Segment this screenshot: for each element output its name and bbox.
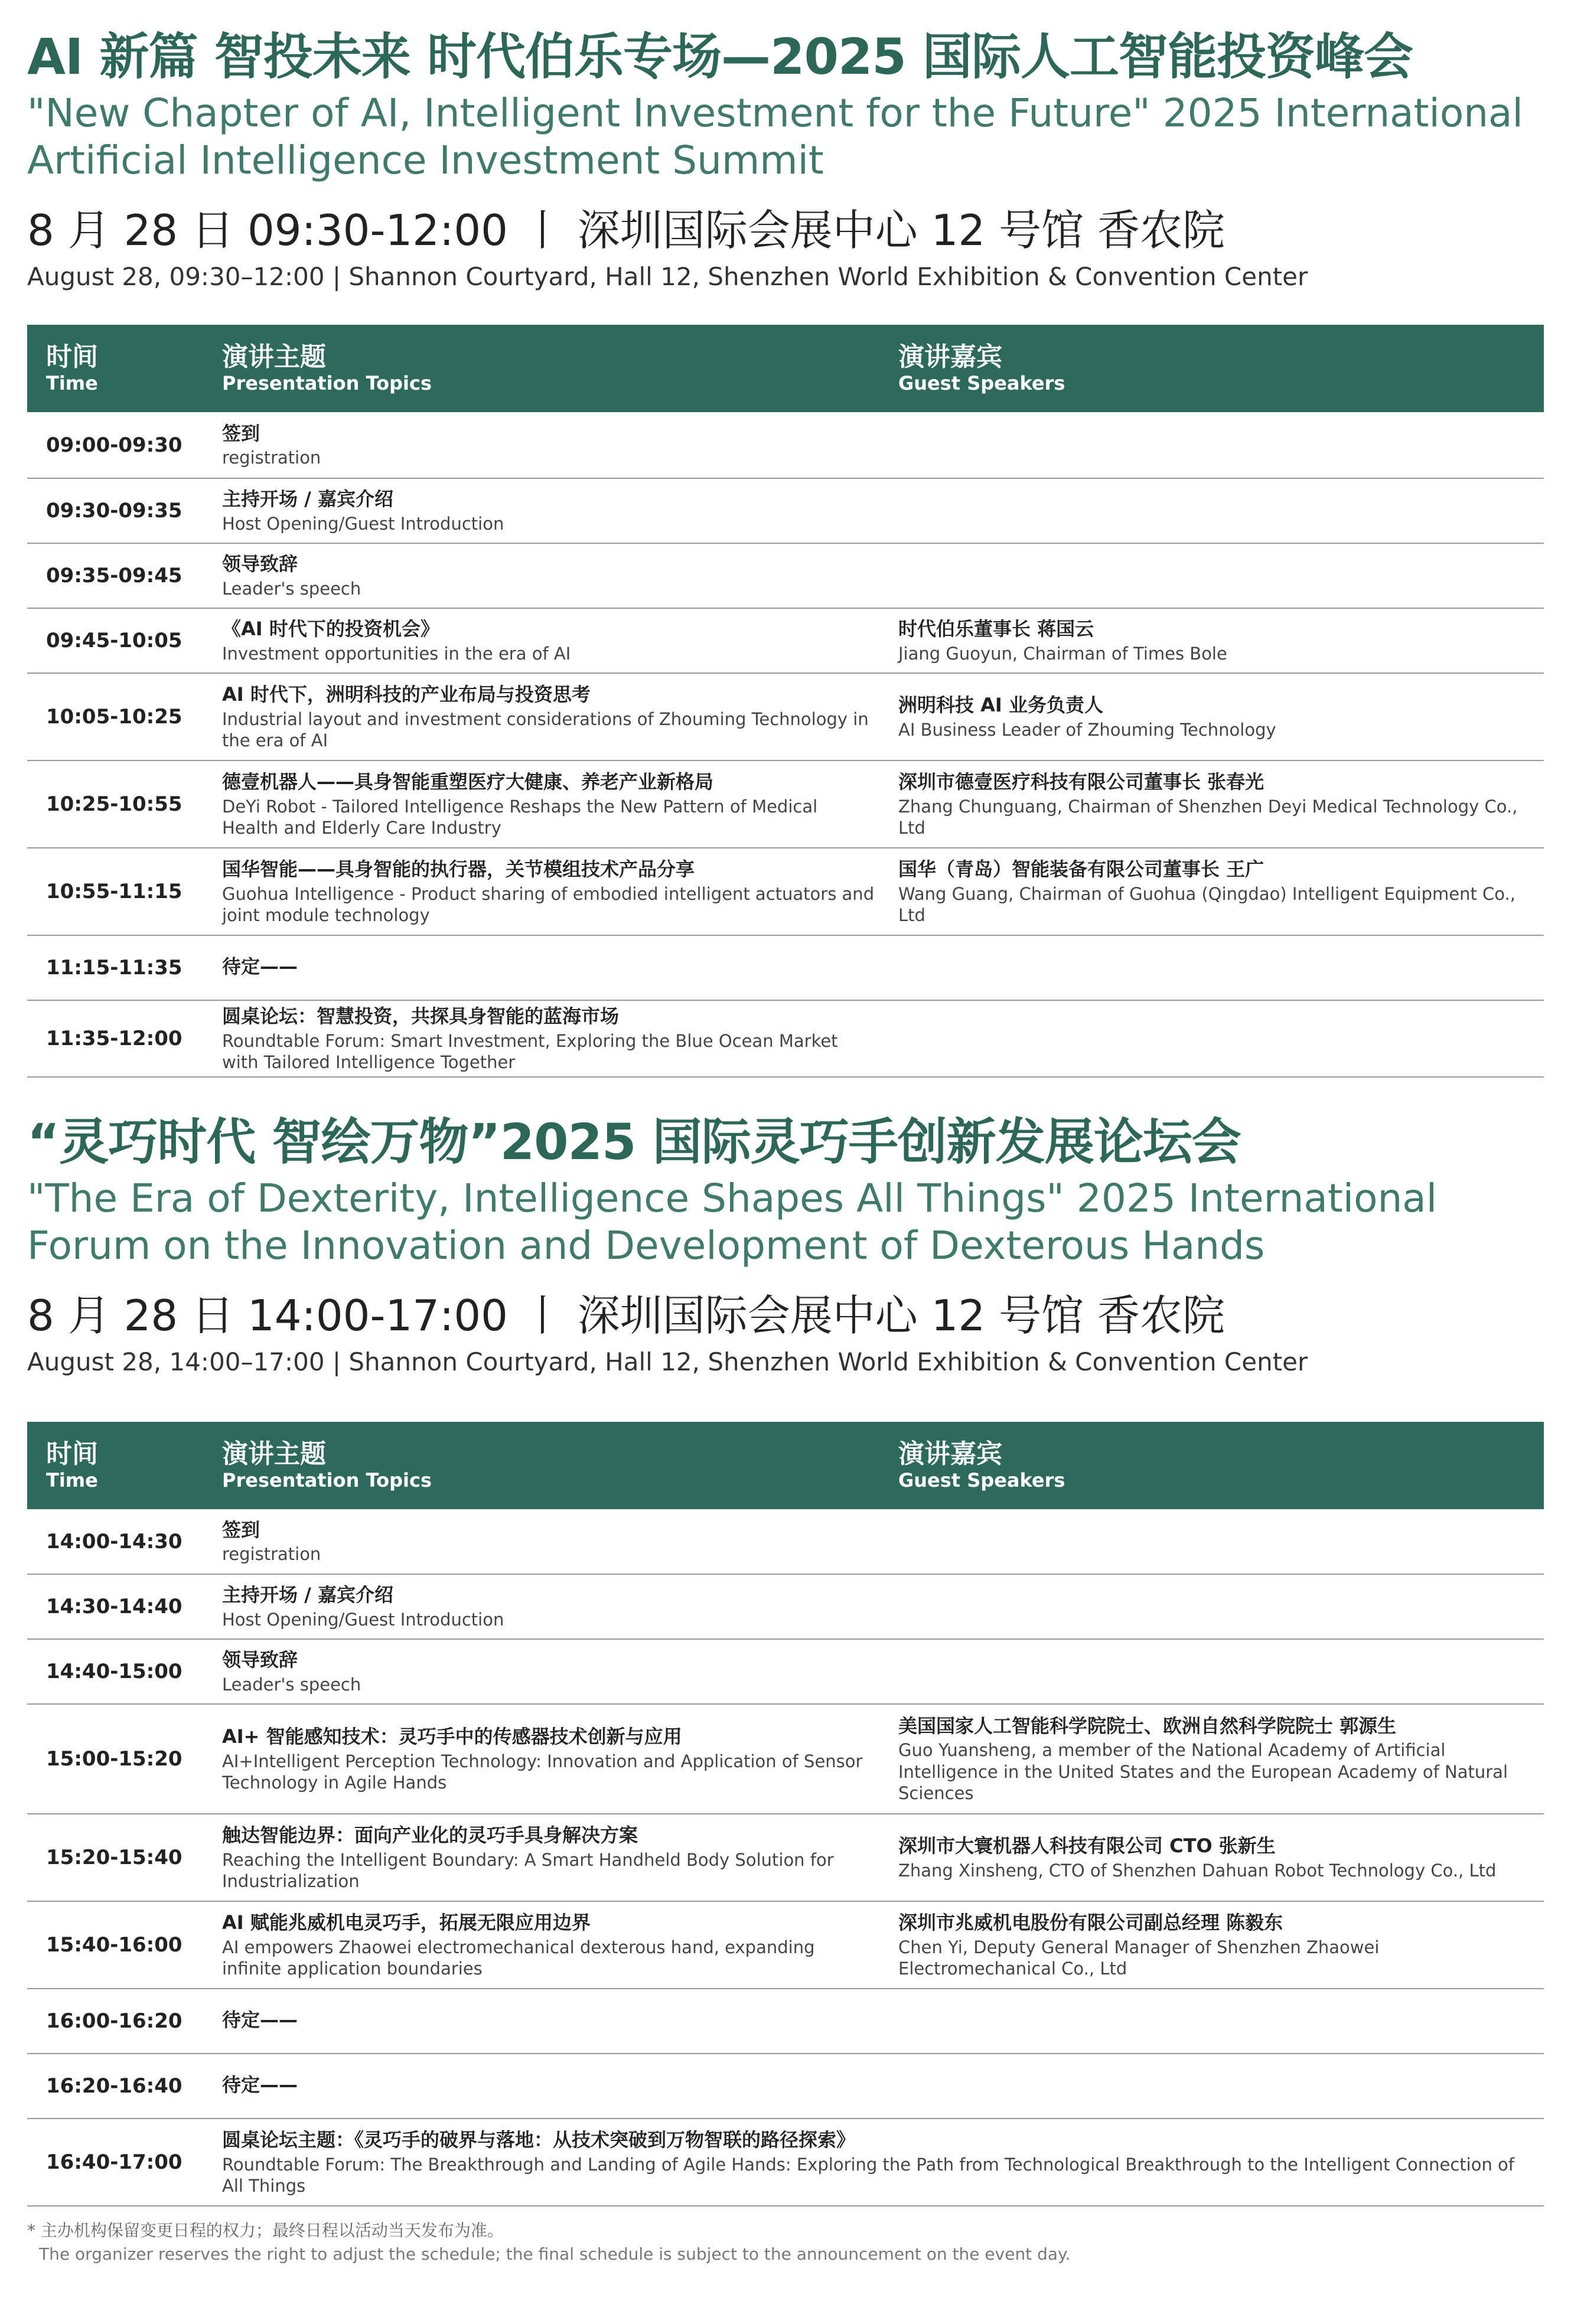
row-guest: [898, 1000, 1544, 1077]
footnote: [27, 2220, 1544, 2266]
row-guest: 深圳市大寰机器人科技有限公司 CTO 张新生 Zhang Xinsheng, CTO of Shenzhen Dahuan Robot Technology Co., Ltd: [898, 1814, 1544, 1901]
table-row: [27, 1704, 1544, 1814]
row-guest: 时代伯乐董事长 蒋国云 Jiang Guoyun, Chairman of Times Bole: [898, 608, 1544, 673]
row-time: 11:15-11:35: [27, 935, 222, 1000]
session-date-en: August 28, 14:00–17:00 | Shannon Courtyard, Hall 12, Shenzhen World Exhibition & Convention Center: [27, 1347, 1308, 1376]
table-row: [27, 1639, 1544, 1704]
row-guest: [898, 2054, 1544, 2119]
row-topic: 领导致辞 Leader's speech: [222, 543, 898, 608]
row-time: 14:30-14:40: [27, 1574, 222, 1639]
header-guest: 演讲嘉宾 Guest Speakers: [898, 1422, 1544, 1509]
row-time: 09:00-09:30: [27, 412, 222, 478]
table-header: [27, 1422, 1544, 1509]
row-guest: [898, 935, 1544, 1000]
row-topic: 签到 registration: [222, 412, 898, 478]
row-guest: 洲明科技 AI 业务负责人 AI Business Leader of Zhouming Technology: [898, 673, 1544, 760]
table-row: [27, 1901, 1544, 1989]
row-topic: 主持开场 / 嘉宾介绍 Host Opening/Guest Introduction: [222, 1574, 898, 1639]
row-guest: [898, 1574, 1544, 1639]
table-row: [27, 1989, 1544, 2054]
row-time: 10:25-10:55: [27, 760, 222, 848]
schedule-table-2: [27, 1422, 1544, 2207]
row-guest: [898, 1639, 1544, 1704]
schedule-table-1: [27, 325, 1544, 1078]
table-row: [27, 935, 1544, 1000]
row-time: 15:00-15:20: [27, 1704, 222, 1814]
session-1: [27, 30, 1544, 292]
table-row: [27, 1814, 1544, 1901]
header-time: 时间 Time: [27, 1422, 222, 1509]
row-time: 09:45-10:05: [27, 608, 222, 673]
row-topic: 领导致辞 Leader's speech: [222, 1639, 898, 1704]
row-topic: 圆桌论坛：智慧投资，共探具身智能的蓝海市场 Roundtable Forum: Smart Investment, Exploring the Blue Ocean Market with Tailored Intelligence Together: [222, 1000, 898, 1077]
row-topic: 国华智能——具身智能的执行器，关节模组技术产品分享 Guohua Intelligence - Product sharing of embodied intelligent actuators and joint module technology: [222, 848, 898, 935]
session-date-cn: 8 月 28 日 14:00-17:00 丨 深圳国际会展中心 12 号馆 香农院: [27, 1290, 1225, 1340]
row-topic: 圆桌论坛主题：《灵巧手的破界与落地：从技术突破到万物智联的路径探索》 Roundtable Forum: The Breakthrough and Landing of Agile Hands: Exploring the Path from Technological Breakthrough to the Intelligent Connection of All Things: [222, 2119, 1544, 2206]
session-title-cn: AI 新篇 智投未来 时代伯乐专场—2025 国际人工智能投资峰会: [27, 28, 1413, 86]
row-guest: [898, 478, 1544, 543]
footnote-cn: * 主办机构保留变更日程的权力；最终日程以活动当天发布为准。: [27, 2221, 504, 2240]
row-time: 16:00-16:20: [27, 1989, 222, 2054]
session-title-cn: “灵巧时代 智绘万物”2025 国际灵巧手创新发展论坛会: [27, 1113, 1241, 1171]
schedule-table-1-wrapper: [27, 325, 1544, 1078]
row-time: 16:40-17:00: [27, 2119, 222, 2206]
session-title-en: "The Era of Dexterity, Intelligence Shapes All Things" 2025 International Forum on the Innovation and Development of Dexterous Hands: [27, 1176, 1438, 1268]
row-topic: 触达智能边界：面向产业化的灵巧手具身解决方案 Reaching the Intelligent Boundary: A Smart Handheld Body Solution for Industrialization: [222, 1814, 898, 1901]
row-topic: 签到 registration: [222, 1509, 898, 1574]
row-guest: 美国国家人工智能科学院院士、欧洲自然科学院院士 郭源生 Guo Yuansheng, a member of the National Academy of Artificial Intelligence in the United States and the European Academy of Natural Sciences: [898, 1704, 1544, 1814]
row-guest: [898, 1509, 1544, 1574]
table-row: [27, 543, 1544, 608]
table-row: [27, 608, 1544, 673]
session-2: [27, 1115, 1544, 1377]
footnote-en: The organizer reserves the right to adjust the schedule; the final schedule is subject to the announcement on the event day.: [39, 2244, 1071, 2264]
row-guest: [898, 543, 1544, 608]
row-topic: 待定——: [222, 935, 898, 1000]
table-row: [27, 2054, 1544, 2119]
session-date-en: August 28, 09:30–12:00 | Shannon Courtyard, Hall 12, Shenzhen World Exhibition & Convention Center: [27, 262, 1308, 291]
row-time: 15:20-15:40: [27, 1814, 222, 1901]
session-date-cn: 8 月 28 日 09:30-12:00 丨 深圳国际会展中心 12 号馆 香农院: [27, 205, 1225, 255]
table-row: [27, 1000, 1544, 1077]
row-time: 16:20-16:40: [27, 2054, 222, 2119]
table-row: [27, 673, 1544, 760]
row-topic: 《AI 时代下的投资机会》 Investment opportunities in the era of AI: [222, 608, 898, 673]
schedule-table-2-wrapper: [27, 1422, 1544, 2207]
row-topic: AI 时代下，洲明科技的产业布局与投资思考 Industrial layout and investment considerations of Zhouming Technology in the era of AI: [222, 673, 898, 760]
table-row: [27, 412, 1544, 478]
row-time: 14:40-15:00: [27, 1639, 222, 1704]
table-row: [27, 1509, 1544, 1574]
row-guest: 国华（青岛）智能装备有限公司董事长 王广 Wang Guang, Chairman of Guohua (Qingdao) Intelligent Equipment Co., Ltd: [898, 848, 1544, 935]
row-time: 14:00-14:30: [27, 1509, 222, 1574]
row-topic: AI 赋能兆威机电灵巧手，拓展无限应用边界 AI empowers Zhaowei electromechanical dexterous hand, expanding infinite application boundaries: [222, 1901, 898, 1989]
row-guest: 深圳市兆威机电股份有限公司副总经理 陈毅东 Chen Yi, Deputy General Manager of Shenzhen Zhaowei Electromechanical Co., Ltd: [898, 1901, 1544, 1989]
table-row: [27, 478, 1544, 543]
row-topic: 待定——: [222, 2054, 898, 2119]
row-topic: 主持开场 / 嘉宾介绍 Host Opening/Guest Introduction: [222, 478, 898, 543]
header-time: 时间 Time: [27, 325, 222, 412]
table-row: [27, 1574, 1544, 1639]
session-title-en: "New Chapter of AI, Intelligent Investment for the Future" 2025 International Artificial Intelligence Investment Summit: [27, 90, 1523, 183]
row-time: 09:30-09:35: [27, 478, 222, 543]
row-guest: 深圳市德壹医疗科技有限公司董事长 张春光 Zhang Chunguang, Chairman of Shenzhen Deyi Medical Technology Co., Ltd: [898, 760, 1544, 848]
row-topic: 待定——: [222, 1989, 898, 2054]
table-row: [27, 760, 1544, 848]
row-time: 11:35-12:00: [27, 1000, 222, 1077]
row-time: 15:40-16:00: [27, 1901, 222, 1989]
row-time: 10:05-10:25: [27, 673, 222, 760]
row-topic: 德壹机器人——具身智能重塑医疗大健康、养老产业新格局 DeYi Robot - Tailored Intelligence Reshaps the New Pattern of Medical Health and Elderly Care Industry: [222, 760, 898, 848]
row-guest: [898, 1989, 1544, 2054]
row-time: 09:35-09:45: [27, 543, 222, 608]
row-guest: [898, 412, 1544, 478]
table-row: [27, 848, 1544, 935]
row-time: 10:55-11:15: [27, 848, 222, 935]
table-row: [27, 2119, 1544, 2206]
table-header: [27, 325, 1544, 412]
header-topic: 演讲主题 Presentation Topics: [222, 325, 898, 412]
header-guest: 演讲嘉宾 Guest Speakers: [898, 325, 1544, 412]
header-topic: 演讲主题 Presentation Topics: [222, 1422, 898, 1509]
row-topic: AI+ 智能感知技术：灵巧手中的传感器技术创新与应用 AI+Intelligent Perception Technology: Innovation and Application of Sensor Technology in Agile Hands: [222, 1704, 898, 1814]
